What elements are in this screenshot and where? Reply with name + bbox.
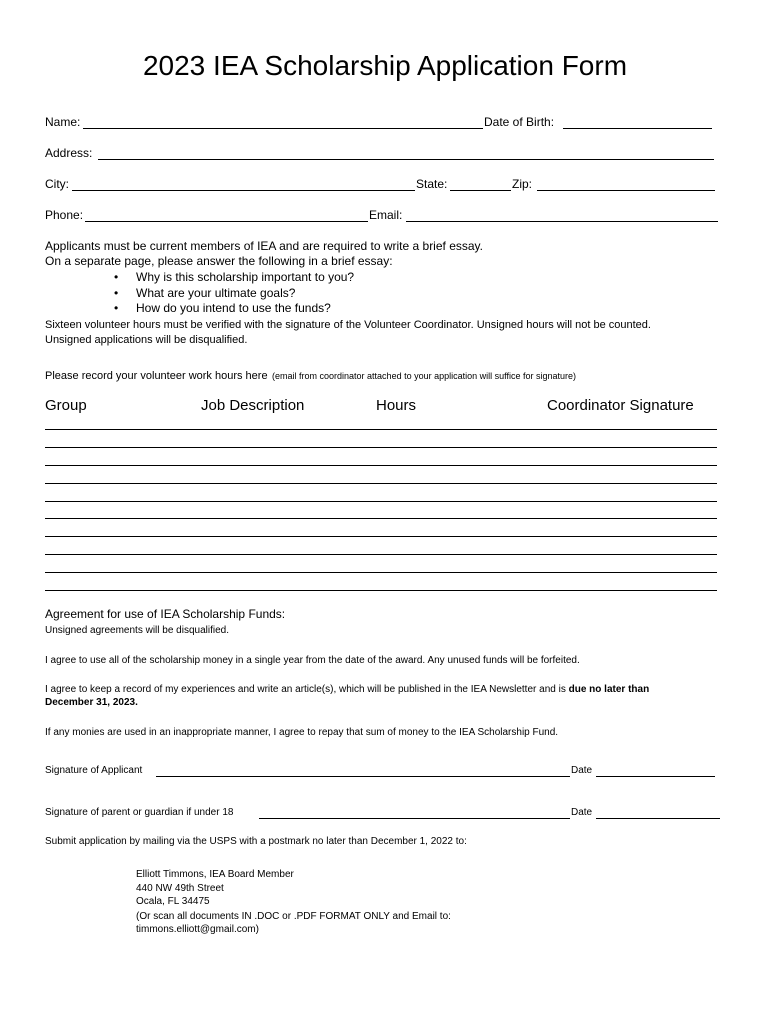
- parent-date-field[interactable]: [596, 818, 720, 819]
- parent-signature-label: Signature of parent or guardian if under 18: [45, 807, 234, 818]
- volunteer-hours-row[interactable]: [45, 483, 717, 484]
- intro-line-1: Applicants must be current members of IEA and are required to write a brief essay.: [45, 239, 483, 253]
- essay-question-1: • Why is this scholarship important to you?: [114, 270, 355, 284]
- agreement-deadline: December 31, 2023.: [45, 697, 138, 708]
- submit-instructions: Submit application by mailing via the USPS with a postmark no later than December 1, 2022 to:: [45, 836, 467, 847]
- agreement-paragraph-1: I agree to use all of the scholarship money in a single year from the date of the award. Any unused funds will be forfeited.: [45, 655, 580, 666]
- volunteer-hours-row[interactable]: [45, 572, 717, 573]
- zip-label: Zip:: [512, 177, 533, 191]
- essay-question-3: • How do you intend to use the funds?: [114, 301, 331, 315]
- column-header-group: Group: [45, 397, 87, 414]
- agreement-title: Agreement for use of IEA Scholarship Funds:: [45, 607, 286, 621]
- name-label: Name:: [45, 115, 81, 129]
- volunteer-hours-row[interactable]: [45, 554, 717, 555]
- essay-question-2: • What are your ultimate goals?: [114, 286, 296, 300]
- volunteer-hours-row[interactable]: [45, 447, 717, 448]
- bullet-icon: •: [114, 270, 119, 284]
- phone-label: Phone:: [45, 208, 84, 222]
- email-address: timmons.elliott@gmail.com): [136, 924, 259, 935]
- volunteer-hours-row[interactable]: [45, 429, 717, 430]
- page-title: 2023 IEA Scholarship Application Form: [142, 50, 628, 81]
- agreement-paragraph-2: I agree to keep a record of my experiences and write an article(s), which will be published in the IEA Newsletter and is due no later than: [45, 684, 650, 695]
- address-line: (Or scan all documents IN .DOC or .PDF FORMAT ONLY and Email to:: [136, 911, 451, 922]
- dob-field[interactable]: [563, 128, 712, 129]
- volunteer-hours-row[interactable]: [45, 518, 717, 519]
- volunteer-hours-row[interactable]: [45, 465, 717, 466]
- phone-field[interactable]: [85, 221, 368, 222]
- city-label: City:: [45, 177, 69, 191]
- bullet-icon: •: [114, 286, 119, 300]
- unsigned-applications-note: Unsigned applications will be disqualified.: [45, 334, 248, 346]
- applicant-signature-field[interactable]: [156, 776, 570, 777]
- column-header-hours: Hours: [376, 397, 417, 414]
- applicant-date-field[interactable]: [596, 776, 715, 777]
- volunteer-hours-row[interactable]: [45, 536, 717, 537]
- record-hours-instruction: Please record your volunteer work hours here (email from coordinator attached to your application will suffice for signature): [45, 370, 576, 382]
- applicant-signature-label: Signature of Applicant: [45, 765, 143, 776]
- address-line: Elliott Timmons, IEA Board Member: [136, 869, 294, 880]
- zip-field[interactable]: [537, 190, 715, 191]
- parent-date-label: Date: [571, 807, 593, 818]
- address-line: 440 NW 49th Street: [136, 883, 224, 894]
- email-label: Email:: [369, 208, 403, 222]
- volunteer-hours-row[interactable]: [45, 501, 717, 502]
- state-label: State:: [416, 177, 448, 191]
- city-field[interactable]: [72, 190, 415, 191]
- address-line: Ocala, FL 34475: [136, 896, 210, 907]
- intro-line-2: On a separate page, please answer the following in a brief essay:: [45, 254, 393, 268]
- dob-label: Date of Birth:: [484, 115, 555, 129]
- volunteer-hours-row[interactable]: [45, 590, 717, 591]
- parent-signature-field[interactable]: [259, 818, 570, 819]
- column-header-coordinator-signature: Coordinator Signature: [547, 397, 694, 414]
- agreement-subtitle: Unsigned agreements will be disqualified.: [45, 625, 229, 636]
- email-field[interactable]: [406, 221, 718, 222]
- applicant-date-label: Date: [571, 765, 593, 776]
- agreement-paragraph-3: If any monies are used in an inappropriate manner, I agree to repay that sum of money to the IEA Scholarship Fund.: [45, 727, 559, 738]
- name-field[interactable]: [83, 128, 483, 129]
- address-label: Address:: [45, 146, 93, 160]
- address-field[interactable]: [98, 159, 714, 160]
- bullet-icon: •: [114, 301, 119, 315]
- hours-note: Sixteen volunteer hours must be verified with the signature of the Volunteer Coordinator. Unsigned hours will not be counted.: [45, 319, 651, 331]
- state-field[interactable]: [450, 190, 511, 191]
- column-header-job-description: Job Description: [201, 397, 305, 414]
